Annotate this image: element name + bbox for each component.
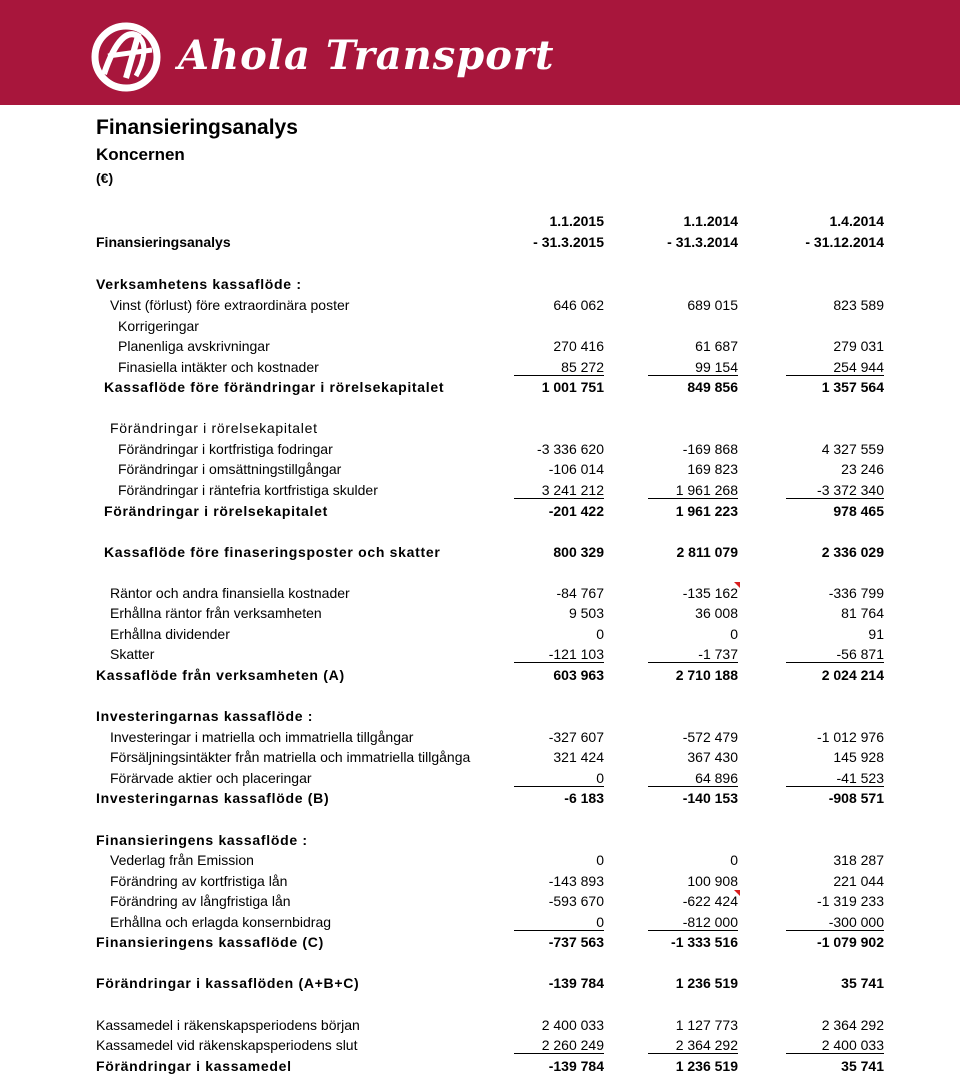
row-value-period-3: 318 287 <box>833 852 884 868</box>
row-value-period-1: -84 767 <box>556 585 604 601</box>
table-row <box>0 667 960 687</box>
row-value-period-3: -1 012 976 <box>817 729 884 745</box>
table-row <box>0 729 960 749</box>
row-value-period-2: -140 153 <box>682 790 738 806</box>
row-label: Förärvade aktier och placeringar <box>110 770 312 786</box>
currency-label: (€) <box>96 170 114 186</box>
row-value-period-2: 1 127 773 <box>675 1017 738 1033</box>
period-3-end: - 31.12.2014 <box>805 234 884 250</box>
row-label: Kassamedel i räkenskapsperiodens början <box>96 1017 360 1033</box>
row-label: Kassaflöde före finaseringsposter och skatter <box>104 544 441 560</box>
row-value-period-3: -56 871 <box>786 646 884 663</box>
table-row <box>0 914 960 934</box>
table-row <box>0 379 960 399</box>
row-value-period-2: -135 162 <box>682 585 738 601</box>
row-value-period-1: -106 014 <box>548 461 604 477</box>
row-value-period-1: 2 400 033 <box>541 1017 604 1033</box>
row-value-period-1: -201 422 <box>548 503 604 519</box>
header-banner <box>0 0 960 105</box>
table-row <box>0 1017 960 1037</box>
row-value-period-1: 3 241 212 <box>514 482 604 499</box>
row-value-period-3: 978 465 <box>833 503 884 519</box>
table-row <box>0 790 960 810</box>
row-label: Kassamedel vid räkenskapsperiodens slut <box>96 1037 358 1053</box>
table-row <box>0 934 960 954</box>
row-label: Vederlag från Emission <box>110 852 254 868</box>
table-row <box>0 441 960 461</box>
row-value-period-1: 270 416 <box>553 338 604 354</box>
row-value-period-3: 35 741 <box>841 975 884 991</box>
row-value-period-1: 646 062 <box>553 297 604 313</box>
row-value-period-1: -143 893 <box>548 873 604 889</box>
row-value-period-2: 1 961 268 <box>648 482 738 499</box>
row-value-period-2: -169 868 <box>682 441 738 457</box>
row-label: Förändring av kortfristiga lån <box>110 873 288 889</box>
row-value-period-2: 99 154 <box>648 359 738 376</box>
row-value-period-2: 169 823 <box>687 461 738 477</box>
row-value-period-3: 81 764 <box>841 605 884 621</box>
row-value-period-1: -139 784 <box>548 975 604 991</box>
row-value-period-1: 0 <box>514 770 604 787</box>
row-value-period-3: -908 571 <box>828 790 884 806</box>
row-label: Verksamhetens kassaflöde : <box>96 276 302 292</box>
row-value-period-3: 2 024 214 <box>821 667 884 683</box>
row-label: Finansieringens kassaflöde (C) <box>96 934 324 950</box>
row-value-period-2: 1 236 519 <box>675 975 738 991</box>
row-value-period-1: 800 329 <box>553 544 604 560</box>
row-value-period-3: -41 523 <box>786 770 884 787</box>
table-row <box>0 749 960 769</box>
page-subtitle: Koncernen <box>96 145 185 164</box>
row-value-period-3: 23 246 <box>841 461 884 477</box>
row-value-period-3: 145 928 <box>833 749 884 765</box>
row-value-period-3: -300 000 <box>786 914 884 931</box>
period-1-start: 1.1.2015 <box>549 213 604 229</box>
row-value-period-1: 1 001 751 <box>541 379 604 395</box>
row-label: Erhållna räntor från verksamheten <box>110 605 322 621</box>
row-label: Vinst (förlust) före extraordinära poster <box>110 297 350 313</box>
row-value-period-2: 0 <box>730 852 738 868</box>
table-row <box>0 1037 960 1057</box>
row-value-period-2: 36 008 <box>695 605 738 621</box>
row-value-period-1: 321 424 <box>553 749 604 765</box>
comment-marker-icon <box>734 890 740 896</box>
row-label: Förändringar i kassaflöden (A+B+C) <box>96 975 360 991</box>
table-row <box>0 832 960 852</box>
row-value-period-1: -327 607 <box>548 729 604 745</box>
row-label: Investeringarnas kassaflöde (B) <box>96 790 330 806</box>
row-value-period-2: 367 430 <box>687 749 738 765</box>
row-value-period-1: 0 <box>514 914 604 931</box>
row-label: Förändringar i omsättningstillgångar <box>118 461 342 477</box>
row-label: Förändringar i rörelsekapitalet <box>110 420 318 436</box>
row-label: Investeringar i matriella och immatriella tillgångar <box>110 729 414 745</box>
row-value-period-1: 0 <box>596 626 604 642</box>
row-value-period-3: 254 944 <box>786 359 884 376</box>
row-value-period-3: 279 031 <box>833 338 884 354</box>
row-value-period-3: 2 364 292 <box>821 1017 884 1033</box>
row-value-period-3: 1 357 564 <box>821 379 884 395</box>
row-label: Skatter <box>110 646 155 662</box>
table-row <box>0 708 960 728</box>
table-row <box>0 605 960 625</box>
row-value-period-3: -336 799 <box>828 585 884 601</box>
row-value-period-1: -121 103 <box>514 646 604 663</box>
table-row <box>0 852 960 872</box>
row-value-period-3: 91 <box>868 626 884 642</box>
row-label: Korrigeringar <box>118 318 199 334</box>
row-label: Finasiella intäkter och kostnader <box>118 359 319 375</box>
row-label: Förändringar i kortfristiga fodringar <box>118 441 333 457</box>
row-value-period-1: 85 272 <box>514 359 604 376</box>
table-row <box>0 461 960 481</box>
row-value-period-1: 9 503 <box>568 605 604 621</box>
period-2-start: 1.1.2014 <box>683 213 738 229</box>
row-label: Förändringar i rörelsekapitalet <box>104 503 328 519</box>
row-value-period-3: 35 741 <box>841 1058 884 1074</box>
page-title: Finansieringsanalys <box>96 116 298 139</box>
row-value-period-2: -812 000 <box>648 914 738 931</box>
table-row <box>0 544 960 564</box>
row-label: Finansieringens kassaflöde : <box>96 832 308 848</box>
table-row <box>0 338 960 358</box>
row-label: Förändringar i räntefria kortfristiga skulder <box>118 482 378 498</box>
row-value-period-2: -1 333 516 <box>671 934 738 950</box>
table-row <box>0 585 960 605</box>
period-3-start: 1.4.2014 <box>829 213 884 229</box>
table-row <box>0 626 960 646</box>
row-value-period-2: 61 687 <box>695 338 738 354</box>
table-row <box>0 318 960 338</box>
row-value-period-1: -737 563 <box>548 934 604 950</box>
column-header-label: Finansieringsanalys <box>96 234 231 250</box>
table-row <box>0 420 960 440</box>
row-label: Förändring av långfristiga lån <box>110 893 291 909</box>
row-label: Erhållna dividender <box>110 626 230 642</box>
row-label: Erhållna och erlagda konsernbidrag <box>110 914 332 930</box>
row-value-period-1: -139 784 <box>548 1058 604 1074</box>
table-row <box>0 503 960 523</box>
row-value-period-2: 1 236 519 <box>675 1058 738 1074</box>
row-label: Kassaflöde från verksamheten (A) <box>96 667 345 683</box>
row-label: Räntor och andra finansiella kostnader <box>110 585 350 601</box>
row-value-period-2: 64 896 <box>648 770 738 787</box>
row-value-period-3: 2 336 029 <box>821 544 884 560</box>
row-value-period-3: 823 589 <box>833 297 884 313</box>
row-value-period-1: -593 670 <box>548 893 604 909</box>
row-value-period-2: 1 961 223 <box>675 503 738 519</box>
row-label: Förändringar i kassamedel <box>96 1058 292 1074</box>
table-row <box>0 873 960 893</box>
row-value-period-3: 2 400 033 <box>786 1037 884 1054</box>
table-row <box>0 893 960 913</box>
row-value-period-1: 0 <box>596 852 604 868</box>
row-value-period-2: 0 <box>730 626 738 642</box>
comment-marker-icon <box>734 582 740 588</box>
row-value-period-2: 2 811 079 <box>676 544 738 560</box>
row-value-period-2: -1 737 <box>648 646 738 663</box>
row-value-period-3: -3 372 340 <box>786 482 884 499</box>
row-value-period-2: -572 479 <box>682 729 738 745</box>
table-row <box>0 297 960 317</box>
row-label: Kassaflöde före förändringar i rörelsekapitalet <box>104 379 445 395</box>
table-row <box>0 975 960 995</box>
row-value-period-3: 4 327 559 <box>821 441 884 457</box>
period-2-end: - 31.3.2014 <box>667 234 738 250</box>
table-row <box>0 1058 960 1077</box>
row-value-period-1: 603 963 <box>553 667 604 683</box>
row-value-period-2: 689 015 <box>687 297 738 313</box>
table-row <box>0 770 960 790</box>
table-row <box>0 482 960 502</box>
brand-name: Ahola Transport <box>178 32 555 79</box>
row-label: Planenliga avskrivningar <box>118 338 270 354</box>
row-value-period-2: -622 424 <box>682 893 738 909</box>
row-value-period-1: -6 183 <box>564 790 604 806</box>
row-value-period-1: 2 260 249 <box>514 1037 604 1054</box>
row-value-period-2: 849 856 <box>687 379 738 395</box>
row-value-period-2: 2 364 292 <box>648 1037 738 1054</box>
row-value-period-3: 221 044 <box>833 873 884 889</box>
period-1-end: - 31.3.2015 <box>533 234 604 250</box>
row-value-period-2: 2 710 188 <box>675 667 738 683</box>
table-row <box>0 646 960 666</box>
row-label: Investeringarnas kassaflöde : <box>96 708 314 724</box>
table-row <box>0 276 960 296</box>
row-value-period-3: -1 319 233 <box>817 893 884 909</box>
table-row <box>0 359 960 379</box>
row-value-period-1: -3 336 620 <box>537 441 604 457</box>
row-value-period-2: 100 908 <box>687 873 738 889</box>
row-label: Försäljningsintäkter från matriella och immatriella tillgånga <box>110 749 471 765</box>
row-value-period-3: -1 079 902 <box>817 934 884 950</box>
